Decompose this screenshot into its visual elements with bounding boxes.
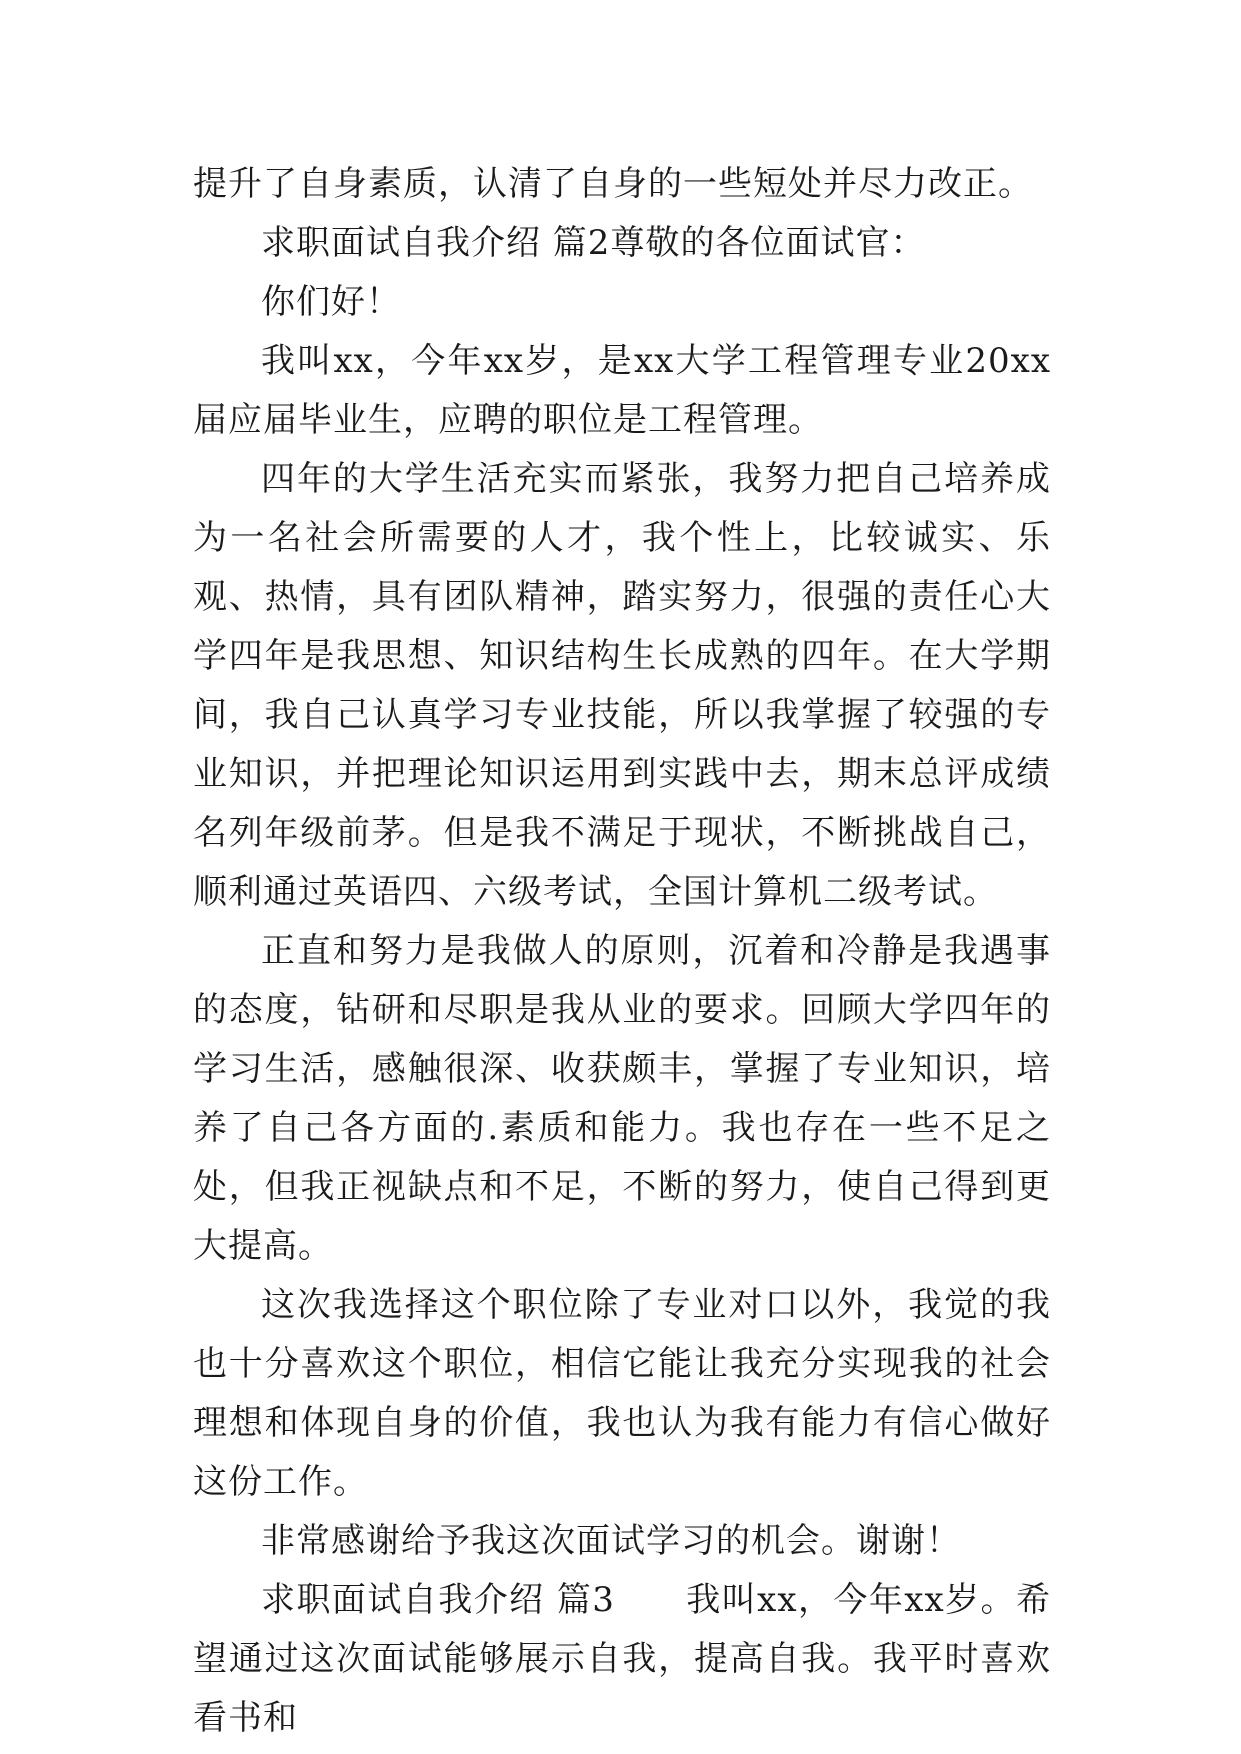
paragraph-position-choice: 这次我选择这个职位除了专业对口以外，我觉的我也十分喜欢这个职位，相信它能让我充分实现我的社会理想和体现自身的价值，我也认为我有能力有信心做好这份工作。: [193, 1285, 1051, 1502]
paragraph-thanks: 非常感谢给予我这次面试学习的机会。谢谢！: [261, 1521, 961, 1561]
paragraph-section-3: 求职面试自我介绍 篇3 我叫xx，今年xx岁。希望通过这次面试能够展示自我，提高自我。我平时喜欢看书和: [193, 1580, 1051, 1738]
paragraph-continuation: 提升了自身素质，认清了自身的一些短处并尽力改正。: [193, 164, 1033, 204]
document-body: [193, 155, 1051, 1748]
paragraph-university-life: 四年的大学生活充实而紧张，我努力把自己培养成为一名社会所需要的人才，我个性上，比较诚实、乐观、热情，具有团队精神，踏实努力，很强的责任心大学四年是我思想、知识结构生长成熟的四年。在大学期间，我自己认真学习专业技能，所以我掌握了较强的专业知识，并把理论知识运用到实践中去，期末总评成绩名列年级前茅。但是我不满足于现状，不断挑战自己，顺利通过英语四、六级考试，全国计算机二级考试。: [193, 459, 1051, 912]
paragraph-principles: 正直和努力是我做人的原则，沉着和冷静是我遇事的态度，钻研和尽职是我从业的要求。回顾大学四年的学习生活，感触很深、收获颇丰，掌握了专业知识，培养了自己各方面的.素质和能力。我也存在一些不足之处，但我正视缺点和不足，不断的努力，使自己得到更大提高。: [193, 931, 1051, 1266]
paragraph-greeting: 你们好！: [261, 282, 401, 322]
paragraph-section-2-heading: 求职面试自我介绍 篇2尊敬的各位面试官：: [261, 223, 926, 263]
paragraph-introduction: 我叫xx，今年xx岁，是xx大学工程管理专业20xx届应届毕业生，应聘的职位是工程管理。: [193, 341, 1051, 440]
